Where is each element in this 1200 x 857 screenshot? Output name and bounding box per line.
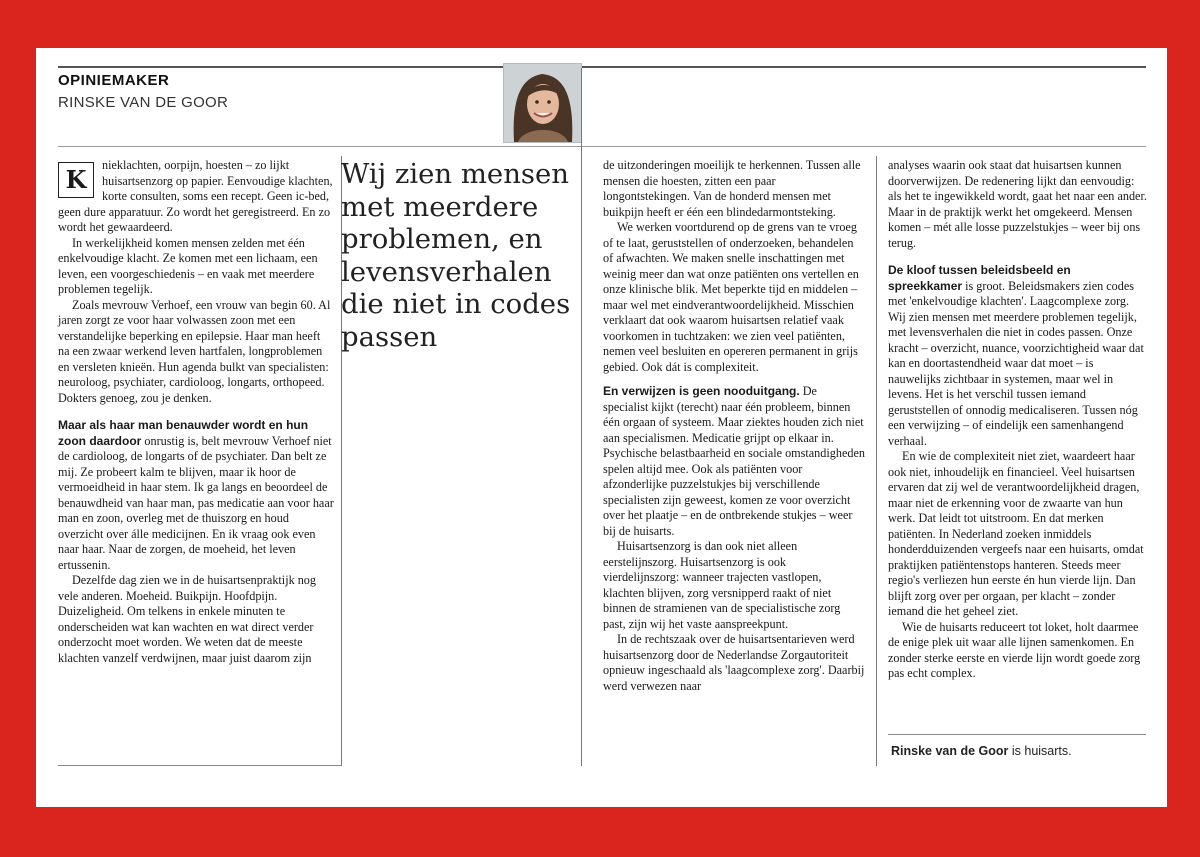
article-column-1	[58, 158, 334, 666]
article-paragraph: En verwijzen is geen nooduitgang. De specialist kijkt (terecht) naar één probleem, binnen één orgaan of systeem. Maar ziektes houden zich niet aan specialismen. Medicatie grijpt op elkaar in. Psychische belastbaarheid en sociale omstandigheden spelen altijd mee. Ook als patiënten voor afzonderlijke puzzelstukjes bij verschillende specialisten zijn geweest, komen ze voor overzicht over het plaatje – en de ontbrekende stukjes – weer bij de huisarts.	[603, 384, 865, 538]
article-paragraph: K nieklachten, oorpijn, hoesten – zo lijkt huisartsenzorg op papier. Eenvoudige klachten, korte consulten, soms een recept. Geen ic-bed, geen dure apparatuur. Zo wordt het geregistreerd. En zo wordt het gewaardeerd.	[58, 158, 333, 234]
column-divider-3	[876, 156, 877, 766]
article-paragraph: analyses waarin ook staat dat huisartsen kunnen doorverwijzen. De redenering lijkt dan eenvoudig: als het te ingewikkeld wordt, gaat het naar een ander. Maar in de praktijk werkt het omgekeerd. Mensen komen – mét alle losse puzzelstukjes – weer bij ons terug.	[888, 158, 1147, 250]
author-footer	[891, 744, 1072, 758]
section-lead: En verwijzen is geen nooduitgang.	[603, 384, 800, 398]
newspaper-page	[36, 48, 1167, 807]
pull-quote: Wij zien mensen met meerdere problemen, en levensverhalen die niet in codes passen	[341, 158, 571, 353]
article-column-4	[888, 158, 1148, 682]
article-paragraph: In de rechtszaak over de huisartsentarieven werd huisartsenzorg door de Nederlandse Zorgautoriteit opnieuw ingeschaald als 'laagcomplexe zorg'. Daarbij werd verwezen naar	[603, 632, 865, 693]
footer-author-name: Rinske van de Goor	[891, 744, 1009, 758]
article-paragraph: De kloof tussen beleidsbeeld en spreekkamer is groot. Beleidsmakers zien codes met 'enkelvoudige klachten'. Laagcomplexe zorg. Wij zien mensen met meerdere problemen tegelijk, met levensverhalen die niet in codes passen. Onze kracht – overzicht, nuance, voorzichtigheid waar dat kan en doortastendheid waar dat moet – is nauwelijks zichtbaar in systemen, maar wel in levens. Het is het verschil tussen iemand geruststellen of onnodig medicaliseren. Tussen nóg een verwijzing – of eindelijk een samenhangend verhaal.	[888, 263, 1144, 448]
article-paragraph: Huisartsenzorg is dan ook niet alleen eerstelijnszorg. Huisartsenzorg is ook vierdelijnszorg: wanneer trajecten vastlopen, klachten blijven, zorg versnipperd raakt of niet binnen de stramienen van de specialistische zorg past, zijn wij het vaste aanspreekpunt.	[603, 539, 841, 631]
header-bottom-rule	[58, 146, 1146, 147]
author-portrait	[503, 63, 582, 143]
column-divider-2	[581, 68, 582, 766]
bottom-rule-left	[58, 765, 342, 766]
article-paragraph: We werken voortdurend op de grens van te vroeg of te laat, geruststellen of onderzoeken, behandelen of afwachten. We maken snelle inschattingen met weinig meer dan wat onze patiënten ons vertellen en onze klinische blik. Met beperkte tijd en middelen – maar wel met eindverantwoordelijkheid. Misschien verklaart dat ook waarom huisartsen relatief vaak voorkomen in tuchtzaken: we zien veel patiënten, nemen veel besluiten en opereren permanent in grijs gebied. Ook dát is complexiteit.	[603, 220, 859, 374]
drop-cap: K	[58, 162, 94, 198]
article-paragraph: En wie de complexiteit niet ziet, waardeert haar ook niet, inhoudelijk en financieel. Veel huisartsen ervaren dat zij wel de verantwoordelijkheid dragen, maar niet de erkenning voor de zwaarte van hun werk. Dat leidt tot uitstroom. En dat merken patiënten. In Nederland zoeken inmiddels honderdduizenden vergeefs naar een huisarts, omdat praktijken patiëntenstops hanteren. Steeds meer regio's verliezen hun eerste én hun vierde lijn. Dan blijft zorg over per orgaan, per klacht – zonder iemand die het geheel ziet.	[888, 449, 1144, 618]
article-paragraph: Zoals mevrouw Verhoef, een vrouw van begin 60. Al jaren zorgt ze voor haar volwassen zoon met een verstandelijke beperking en epilepsie. Haar man heeft na een zwaar werkend leven hartfalen, longproblemen en versleten knieën. Hun agenda bulkt van specialisten: neuroloog, psychiater, cardioloog, longarts, orthopeed. Dokters genoeg, zou je denken.	[58, 297, 331, 405]
footer-author-role: is huisarts.	[1008, 744, 1072, 758]
header-top-rule	[58, 66, 1146, 68]
article-paragraph: In werkelijkheid komen mensen zelden met één enkelvoudige klacht. Ze komen met een lichaam, een leven, een voorgeschiedenis – en vaak met meerdere problemen tegelijk.	[58, 235, 318, 296]
article-paragraph: Dezelfde dag zien we in de huisartsenpraktijk nog vele anderen. Moeheid. Buikpijn. Hoofdpijn. Duizeligheid. Om telkens in enkele minuten te onderscheiden wat kan wachten en wat direct verder onderzocht moet worden. We weten dat de meeste klachten vanzelf verdwijnen, maar juist daarom zijn	[58, 573, 316, 665]
article-paragraph: de uitzonderingen moeilijk te herkennen. Tussen alle mensen die hoesten, zitten een paar longontstekingen. Van de honderd mensen met buikpijn heeft er één een blindedarmontsteking.	[603, 158, 861, 219]
section-lead: Maar als haar man benauwder wordt en hun zoon daardoor	[58, 418, 309, 448]
article-paragraph: Maar als haar man benauwder wordt en hun zoon daardoor onrustig is, belt mevrouw Verhoef niet de cardioloog, de longarts of de psychiater. Dan belt ze mij. Ze probeert kalm te blijven, maar ik hoor de vermoeidheid in haar stem. Ik ga langs en beoordeel de benauwdheid van haar man, pas medicatie aan voor haar man en zoon, overleg met de thuiszorg en houd overzicht over álle medicijnen. En ik vraag ook even naar haar. Naar de zorgen, de moeheid, het leven ertussenin.	[58, 418, 334, 572]
bottom-rule-right	[888, 734, 1146, 735]
section-lead: De kloof tussen beleidsbeeld en spreekkamer	[888, 263, 1071, 293]
article-paragraph: Wie de huisarts reduceert tot loket, holt daarmee de enige plek uit waar alle lijnen samenkomen. En zonder sterke eerste en vierde lijn wordt goede zorg pas echt complex.	[888, 619, 1141, 680]
section-kicker: OPINIEMAKER	[58, 72, 170, 89]
article-column-3	[603, 158, 865, 694]
author-byline: RINSKE VAN DE GOOR	[58, 94, 229, 111]
